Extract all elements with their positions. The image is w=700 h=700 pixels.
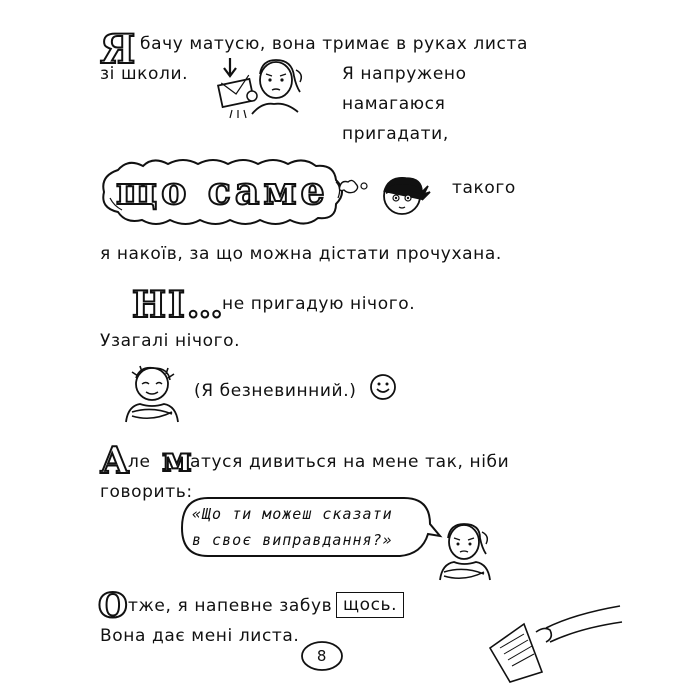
smiley-face-icon — [368, 372, 398, 402]
mom-with-letter-illustration — [212, 52, 317, 124]
text-line-2-right: Я напружено — [342, 64, 467, 84]
drop-cap-m: м — [162, 440, 192, 480]
text-line-6: я накоїв, за що можна дістати прочухана. — [100, 244, 502, 264]
innocent-boy-illustration — [118, 362, 188, 424]
drop-cap-o: О — [98, 586, 128, 626]
text-matusya: атуся дивиться на мене так, ніби — [190, 452, 510, 472]
hand-giving-letter-illustration — [484, 598, 624, 682]
speech-line-1: «Що ти можеш сказати — [192, 505, 393, 523]
cloud-text-shcho-same: що саме — [116, 168, 329, 213]
speech-line-2: в своє виправдання?» — [192, 531, 393, 549]
drop-cap-a: А — [100, 440, 130, 482]
text-line-3: намагаюся — [342, 94, 446, 114]
drop-cap-ya: Я — [100, 26, 136, 73]
text-uzagali: Узагалі нічого. — [100, 331, 241, 351]
text-ale: ле — [128, 452, 151, 472]
mom-arms-crossed-illustration — [434, 520, 504, 582]
text-line-1: бачу матусю, вона тримає в руках листа — [140, 34, 528, 54]
text-takogo: такого — [452, 178, 516, 198]
text-otzhe: тже, я напевне забув — [128, 596, 333, 616]
text-last-line: Вона дає мені листа. — [100, 626, 300, 646]
text-innocent: (Я безневинний.) — [194, 381, 357, 401]
text-govoryt: говорить: — [100, 482, 193, 502]
page-number: 8 — [316, 647, 328, 665]
text-line-4: пригадати, — [342, 124, 449, 144]
thinking-boy-icon — [336, 172, 446, 222]
big-ni: НІ… — [132, 284, 225, 326]
text-line-2: зі школи. — [100, 64, 189, 84]
text-ne-prygaduyu: не пригадую нічого. — [222, 294, 416, 314]
boxed-word-shchos: щось. — [336, 592, 404, 618]
